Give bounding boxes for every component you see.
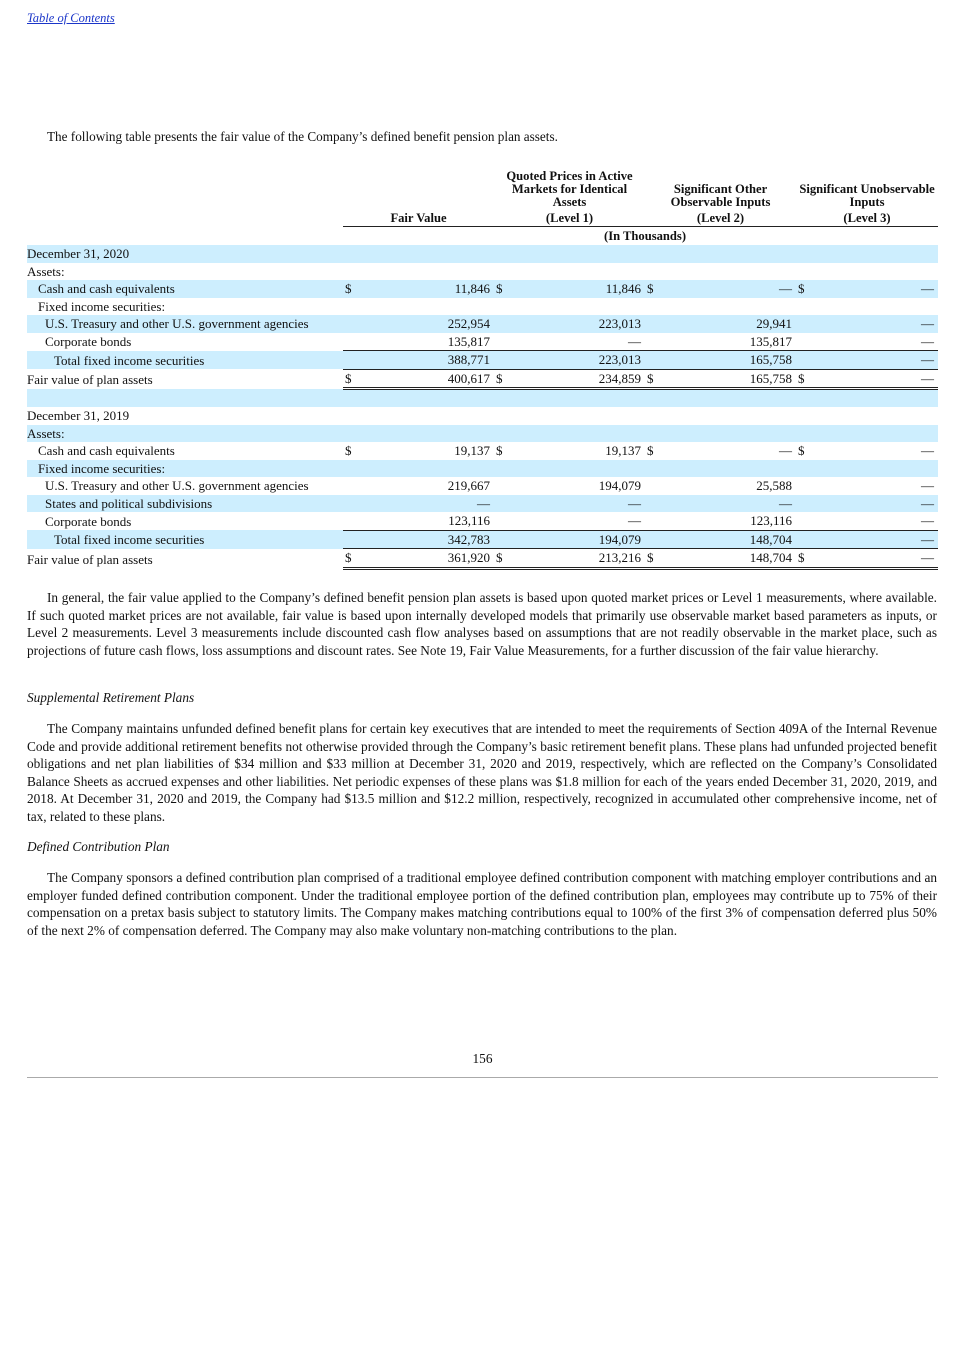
cell-value: — [921, 478, 935, 493]
currency-symbol: $ [796, 280, 810, 298]
table-row-subtotal [27, 351, 938, 370]
col-header-fair-value [343, 170, 494, 212]
cell-value: — [659, 280, 796, 298]
cell-value: 223,013 [508, 351, 645, 370]
level-2: (Level 2) [645, 212, 796, 227]
date-label: December 31, 2019 [27, 408, 130, 423]
table-row [27, 512, 938, 530]
cell-value: 234,859 [508, 369, 645, 389]
currency-symbol: $ [496, 443, 503, 458]
cell-value: 123,116 [750, 513, 793, 528]
currency-symbol: $ [345, 443, 352, 458]
cell-value: 388,771 [357, 351, 494, 370]
row-label: U.S. Treasury and other U.S. government agencies [27, 315, 343, 333]
row-label: States and political subdivisions [27, 495, 343, 513]
assets-row [27, 425, 938, 443]
currency-symbol: $ [343, 280, 357, 298]
level-fair-value: Fair Value [343, 212, 494, 227]
currency-symbol: $ [494, 369, 508, 389]
cell-value: 135,817 [749, 333, 793, 349]
currency-symbol: $ [645, 549, 659, 569]
units-label: (In Thousands) [604, 229, 687, 243]
row-label: U.S. Treasury and other U.S. government agencies [45, 478, 309, 493]
row-label: Total fixed income securities [27, 530, 343, 549]
cell-value: 19,137 [605, 443, 642, 458]
table-row-total [27, 549, 938, 569]
pension-assets-table [27, 170, 938, 570]
table-row [27, 442, 938, 460]
cell-value: 194,079 [598, 478, 642, 493]
cell-value: — [779, 443, 793, 458]
fair-value-paragraph: In general, the fair value applied to the Company’s defined benefit pension plan assets is based upon quoted market prices or Level 1 measurements, where available. If such quoted market prices are not available, fair value is based upon internally developed models that primarily use observable market based parameters as inputs, or Level 2 measurements. Level 3 measurements include discounted cash flow analyses based on assumptions that are not readily observable in the market place, such as projections of future cash flows, loss assumptions and discount rates. See Note 19, Fair Value Measurements, for a further discussion of the fair value hierarchy. [27, 590, 937, 658]
intro-text: The following table presents the fair value of the Company’s defined benefit pension plan assets. [47, 129, 558, 144]
fixed-income-row [27, 298, 938, 316]
currency-symbol: $ [494, 280, 508, 298]
table-row [27, 280, 938, 298]
cell-value: 148,704 [659, 530, 796, 549]
cell-value: 11,846 [357, 280, 494, 298]
cell-value: 165,758 [659, 351, 796, 370]
section-spacer [27, 389, 938, 408]
currency-symbol: $ [796, 369, 810, 389]
table-row [27, 333, 938, 351]
cell-value: — [357, 495, 494, 513]
cell-value: — [810, 530, 938, 549]
column-header-row [27, 170, 938, 212]
assets-label: Assets: [27, 425, 938, 443]
table-row [27, 495, 938, 513]
col-header-level2: Significant Other Observable Inputs [670, 182, 771, 209]
level-header-row [27, 212, 938, 227]
cell-value: 19,137 [454, 443, 490, 458]
cell-value: 219,667 [447, 478, 490, 493]
cell-value: — [921, 513, 935, 528]
cell-value: — [628, 513, 642, 528]
cell-value: — [628, 333, 642, 349]
defined-contribution-heading: Defined Contribution Plan [27, 839, 170, 854]
cell-value: — [508, 495, 645, 513]
defined-contribution-paragraph: The Company sponsors a defined contribution plan comprised of a traditional employee defined contribution component with matching employer contributions and an employer funded defined contribution component. Under the traditional employee portion of the defined contribution plan, employees may contribute up to 75% of their compensation on a pretax basis subject to statutory limits. The Company makes matching contributions equal to 100% of the first 3% of compensation deferred plus 50% of the next 2% of compensation deferred. The Company may also make voluntary non-matching contributions to the plan. [27, 870, 937, 938]
cell-value: — [810, 369, 938, 389]
currency-symbol: $ [798, 443, 805, 458]
cell-value: 223,013 [508, 315, 645, 333]
cell-value: 135,817 [447, 333, 490, 349]
cell-value: 400,617 [357, 369, 494, 389]
row-label: Corporate bonds [45, 334, 132, 349]
table-row [27, 477, 938, 495]
table-row [27, 315, 938, 333]
level-3: (Level 3) [796, 212, 938, 227]
cell-value: 342,783 [357, 530, 494, 549]
row-label: Cash and cash equivalents [38, 443, 175, 458]
cell-value: 165,758 [659, 369, 796, 389]
row-label: Fair value of plan assets [27, 551, 153, 567]
currency-symbol: $ [343, 369, 357, 389]
footer-divider [27, 1077, 938, 1078]
fixed-income-label: Fixed income securities: [27, 460, 938, 478]
cell-value: 29,941 [659, 315, 796, 333]
section-date-2019 [27, 407, 938, 425]
row-label: Fair value of plan assets [27, 372, 153, 387]
currency-symbol: $ [645, 369, 659, 389]
cell-value: 148,704 [659, 549, 796, 569]
table-of-contents-link[interactable]: Table of Contents [27, 11, 115, 25]
page-number: 156 [472, 1051, 493, 1066]
cell-value: 123,116 [448, 513, 490, 528]
assets-row [27, 263, 938, 281]
currency-symbol: $ [494, 549, 508, 569]
cell-value: 194,079 [508, 530, 645, 549]
col-header-level1: Quoted Prices in Active Markets for Identical Assets [506, 169, 633, 209]
currency-symbol: $ [343, 549, 357, 569]
fixed-income-label: Fixed income securities: [38, 298, 166, 314]
row-label: Corporate bonds [45, 513, 132, 529]
units-row [27, 227, 938, 246]
date-label: December 31, 2020 [27, 245, 938, 263]
col-header-level3: Significant Unobservable Inputs [799, 182, 935, 209]
cell-value: — [659, 495, 796, 513]
table-row-total [27, 369, 938, 389]
cell-value: 361,920 [357, 549, 494, 569]
currency-symbol: $ [645, 280, 659, 298]
cell-value: — [810, 351, 938, 370]
cell-value: — [810, 495, 938, 513]
cell-value: 11,846 [508, 280, 645, 298]
table-row-subtotal [27, 530, 938, 549]
cell-value: 252,954 [357, 315, 494, 333]
assets-label: Assets: [27, 263, 65, 279]
level-1: (Level 1) [494, 212, 645, 227]
cell-value: — [810, 315, 938, 333]
cell-value: — [810, 280, 938, 298]
cell-value: 25,588 [756, 478, 793, 493]
fixed-income-row [27, 460, 938, 478]
currency-symbol: $ [796, 549, 810, 569]
cell-value: — [921, 333, 935, 349]
supplemental-paragraph: The Company maintains unfunded defined benefit plans for certain key executives that are intended to meet the requirements of Section 409A of the Internal Revenue Code and provide additional retirement benefits not otherwise provided through the Company’s basic retirement benefit plans. These plans had unfunded projected benefit obligations and net plan liabilities of $34 million and $33 million at December 31, 2020 and 2019, respectively, which are reflected on the Company’s Consolidated Balance Sheets as accrued expenses and other liabilities. Net periodic expenses of these plans was $1.8 million for each of the years ended December 31, 2020, 2019, and 2018. At December 31, 2020 and 2019, the Company had $13.5 million and $12.2 million, respectively, recognized in accumulated other comprehensive income, net of tax, related to these plans. [27, 721, 937, 824]
row-label: Total fixed income securities [27, 351, 343, 370]
cell-value: — [810, 549, 938, 569]
currency-symbol: $ [647, 443, 654, 458]
cell-value: 213,216 [508, 549, 645, 569]
cell-value: — [921, 443, 935, 458]
section-date-2020 [27, 245, 938, 263]
supplemental-heading: Supplemental Retirement Plans [27, 690, 195, 705]
row-label: Cash and cash equivalents [27, 280, 343, 298]
